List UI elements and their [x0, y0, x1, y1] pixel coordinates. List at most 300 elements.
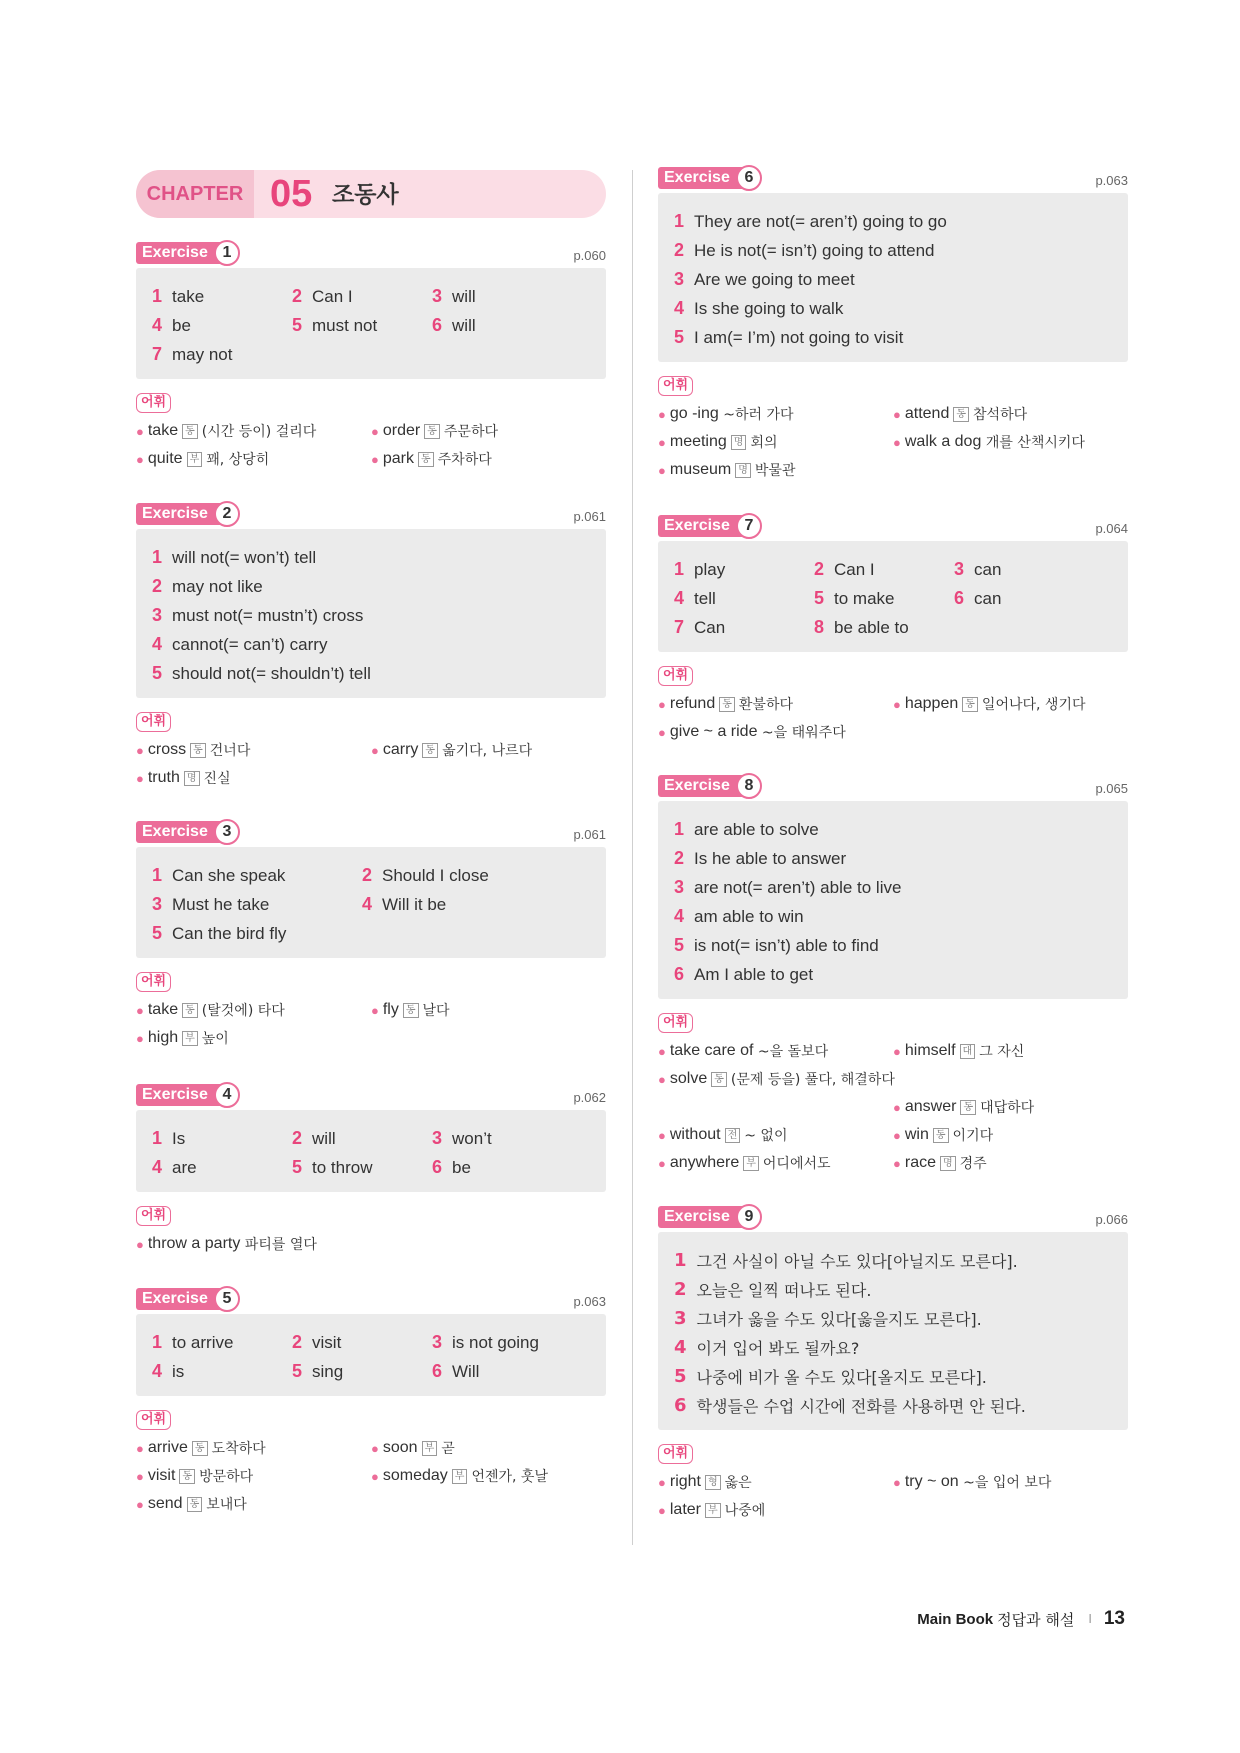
part-of-speech-badge: 동 — [179, 1469, 195, 1484]
bullet-dot-icon: ● — [893, 1155, 901, 1171]
bullet-dot-icon: ● — [136, 770, 144, 786]
vocabulary-list — [136, 736, 606, 792]
bullet-dot-icon: ● — [893, 1043, 901, 1059]
answer-text: are able to solve — [694, 819, 819, 839]
exercise-number-badge: 5 — [214, 1286, 240, 1312]
exercise-header — [658, 775, 1128, 801]
vocabulary-item — [371, 445, 606, 473]
exercise-header — [136, 821, 606, 847]
vocabulary-item — [893, 428, 1128, 456]
answer-number: 6 — [954, 588, 965, 608]
answer-item — [814, 617, 954, 638]
answer-number: 2 — [674, 848, 685, 868]
answer-number: 1 — [674, 819, 685, 839]
answer-text: Should I close — [382, 866, 489, 885]
exercise-6-block — [658, 167, 1128, 484]
bullet-dot-icon: ● — [371, 451, 379, 467]
exercise-tag: Exercise — [136, 503, 232, 525]
answer-item — [674, 1246, 1112, 1275]
vocabulary-word: quite — [147, 450, 183, 467]
exercise-5-block — [136, 1288, 606, 1518]
vocabulary-word: win — [904, 1126, 929, 1143]
answer-item — [674, 931, 1112, 960]
bullet-dot-icon: ● — [893, 434, 901, 450]
answer-row — [152, 1124, 590, 1153]
vocabulary-word: fly — [382, 1001, 399, 1018]
exercise-page-ref: p.061 — [573, 827, 606, 842]
answer-item — [674, 873, 1112, 902]
answer-item — [152, 286, 292, 307]
vocabulary-word: museum — [669, 461, 732, 478]
part-of-speech-badge: 동 — [960, 1100, 976, 1115]
part-of-speech-badge: 동 — [719, 697, 735, 712]
vocabulary-list — [136, 417, 606, 473]
vocabulary-meaning: 대답하다 — [980, 1100, 1035, 1116]
answer-text: They are not(= aren’t) going to go — [694, 211, 947, 231]
answer-item — [674, 902, 1112, 931]
answer-text: Can I — [834, 560, 875, 579]
answer-text: Am I able to get — [694, 964, 814, 984]
answer-text: can — [974, 560, 1002, 579]
answer-item — [152, 923, 362, 944]
vocabulary-meaning: ~을 돌보다 — [757, 1044, 829, 1060]
answer-list — [674, 207, 1112, 352]
vocabulary-meaning: ~을 태워주다 — [761, 725, 846, 741]
answer-item — [674, 588, 814, 609]
bullet-dot-icon: ● — [658, 406, 666, 422]
vocabulary-meaning: 높이 — [201, 1031, 229, 1047]
answer-number: 1 — [152, 1128, 163, 1148]
bullet-dot-icon: ● — [136, 1236, 144, 1252]
answer-number: 3 — [432, 1332, 443, 1352]
vocabulary-item — [136, 1490, 371, 1518]
answer-number: 4 — [152, 1361, 163, 1381]
answer-item — [292, 1361, 432, 1382]
bullet-dot-icon: ● — [658, 434, 666, 450]
column-divider — [632, 170, 633, 1545]
part-of-speech-badge: 명 — [184, 771, 200, 786]
exercise-4-block — [136, 1084, 606, 1258]
answer-number: 1 — [152, 1332, 163, 1352]
answer-number: 4 — [152, 1157, 163, 1177]
answer-text: are not(= aren’t) able to live — [694, 877, 902, 897]
answer-text: Can she speak — [172, 866, 286, 885]
vocabulary-item — [658, 1037, 893, 1065]
vocabulary-word: try ~ on — [904, 1473, 959, 1490]
vocabulary-meaning: 보내다 — [206, 1497, 247, 1513]
answer-text: should not(= shouldn’t) tell — [172, 663, 371, 683]
answer-number: 4 — [674, 298, 685, 318]
vocabulary-meaning: (탈것에) 타다 — [201, 1003, 285, 1019]
answer-box — [136, 529, 606, 698]
answer-item — [674, 207, 1112, 236]
bullet-dot-icon: ● — [136, 1468, 144, 1484]
vocabulary-meaning: 곧 — [441, 1441, 455, 1457]
part-of-speech-badge: 동 — [424, 424, 440, 439]
answer-item — [674, 323, 1112, 352]
answer-text: He is not(= isn’t) going to attend — [694, 240, 935, 260]
vocabulary-word: meeting — [669, 433, 727, 450]
answer-row — [674, 584, 1112, 613]
answer-text: 그건 사실이 아닐 수도 있다[아닐지도 모른다]. — [696, 1252, 1018, 1271]
answer-text: 그녀가 옳을 수도 있다[옳을지도 모른다]. — [696, 1310, 982, 1329]
answer-text: visit — [312, 1333, 342, 1352]
vocabulary-meaning: 일어나다, 생기다 — [981, 697, 1086, 713]
part-of-speech-badge: 명 — [735, 463, 751, 478]
exercise-1-block — [136, 242, 606, 473]
answer-item — [674, 559, 814, 580]
answer-number: 2 — [674, 240, 685, 260]
answer-item — [152, 572, 590, 601]
vocabulary-word: solve — [669, 1070, 708, 1087]
answer-item — [432, 1157, 572, 1178]
answer-item — [432, 1128, 572, 1149]
exercise-header — [136, 503, 606, 529]
chapter-banner — [136, 170, 606, 218]
vocabulary-meaning: (시간 등이) 걸리다 — [201, 424, 317, 440]
bullet-dot-icon: ● — [136, 423, 144, 439]
part-of-speech-badge: 동 — [192, 1441, 208, 1456]
vocabulary-item — [893, 690, 1128, 718]
answer-item — [152, 1128, 292, 1149]
answer-box — [136, 268, 606, 379]
answer-number: 6 — [674, 964, 685, 984]
answer-number: 1 — [152, 865, 163, 885]
answer-item — [292, 1128, 432, 1149]
vocabulary-word: truth — [147, 769, 180, 786]
answer-number: 5 — [292, 1361, 303, 1381]
vocabulary-meaning: 언젠가, 훗날 — [471, 1469, 548, 1485]
answer-row — [152, 1357, 590, 1386]
part-of-speech-badge: 동 — [187, 1497, 203, 1512]
vocabulary-word: answer — [904, 1098, 957, 1115]
part-of-speech-badge: 동 — [933, 1128, 949, 1143]
answer-text: 오늘은 일찍 떠나도 된다. — [696, 1281, 872, 1300]
answer-text: play — [694, 560, 726, 579]
bullet-dot-icon: ● — [893, 406, 901, 422]
vocabulary-label: 어휘 — [136, 1410, 171, 1430]
part-of-speech-badge: 명 — [940, 1156, 956, 1171]
part-of-speech-badge: 전 — [725, 1128, 741, 1143]
answer-item — [954, 588, 1094, 609]
answer-text: Will — [452, 1362, 480, 1381]
bullet-dot-icon: ● — [658, 1502, 666, 1518]
answer-number: 1 — [674, 1250, 687, 1271]
vocabulary-item — [893, 1121, 1128, 1149]
vocabulary-item — [658, 1149, 893, 1177]
bullet-dot-icon: ● — [893, 1474, 901, 1490]
part-of-speech-badge: 동 — [962, 697, 978, 712]
vocabulary-list — [658, 690, 1128, 746]
exercise-tag: Exercise — [658, 1206, 754, 1228]
vocabulary-label: 어휘 — [658, 666, 693, 686]
answer-number: 7 — [152, 344, 163, 364]
answer-text: 학생들은 수업 시간에 전화를 사용하면 안 된다. — [696, 1397, 1026, 1416]
vocabulary-word: someday — [382, 1467, 448, 1484]
footer-separator: I — [1088, 1612, 1092, 1626]
bullet-dot-icon: ● — [136, 451, 144, 467]
answer-text: 나중에 비가 올 수도 있다[올지도 모른다]. — [696, 1368, 987, 1387]
part-of-speech-badge: 부 — [452, 1469, 468, 1484]
answer-item — [152, 601, 590, 630]
bullet-dot-icon: ● — [136, 1496, 144, 1512]
answer-number: 2 — [674, 1279, 687, 1300]
answer-number: 3 — [432, 286, 443, 306]
vocabulary-label: 어휘 — [658, 1444, 693, 1464]
answer-text: Are we going to meet — [694, 269, 855, 289]
answer-row — [152, 919, 590, 948]
answer-item — [814, 559, 954, 580]
answer-item — [674, 1304, 1112, 1333]
exercise-tag: Exercise — [136, 821, 232, 843]
vocabulary-meaning: (문제 등을) 풀다, 해결하다 — [730, 1072, 895, 1088]
exercise-header — [658, 515, 1128, 541]
answer-item — [432, 286, 572, 307]
answer-text: I am(= I’m) not going to visit — [694, 327, 904, 347]
vocabulary-item — [893, 1149, 1128, 1177]
answer-item — [432, 315, 572, 336]
answer-box — [136, 847, 606, 958]
answer-item — [674, 265, 1112, 294]
answer-number: 4 — [674, 588, 685, 608]
answer-text: must not(= mustn’t) cross — [172, 605, 364, 625]
answer-text: won’t — [452, 1129, 492, 1148]
answer-text: Is she going to walk — [694, 298, 844, 318]
answer-row — [152, 890, 590, 919]
vocabulary-meaning: 개를 산책시키다 — [985, 435, 1085, 451]
exercise-7-block — [658, 515, 1128, 746]
vocabulary-list — [658, 1037, 1128, 1177]
vocabulary-meaning: 경주 — [959, 1156, 987, 1172]
answer-number: 5 — [814, 588, 825, 608]
part-of-speech-badge: 동 — [422, 743, 438, 758]
answer-number: 3 — [152, 894, 163, 914]
answer-box — [658, 193, 1128, 362]
answer-number: 6 — [432, 315, 443, 335]
answer-item — [152, 630, 590, 659]
vocabulary-word: walk a dog — [904, 433, 982, 450]
vocabulary-item — [136, 1434, 371, 1462]
exercise-page-ref: p.066 — [1095, 1212, 1128, 1227]
answer-text: take — [172, 287, 205, 306]
answer-text: to throw — [312, 1158, 373, 1177]
answer-item — [814, 588, 954, 609]
answer-item — [152, 344, 292, 365]
answer-item — [292, 315, 432, 336]
vocabulary-item — [658, 718, 893, 746]
exercise-number-badge: 4 — [214, 1082, 240, 1108]
vocabulary-item — [136, 1230, 371, 1258]
answer-box — [658, 801, 1128, 999]
answer-text: to make — [834, 589, 895, 608]
answer-list — [674, 815, 1112, 989]
answer-row — [152, 340, 590, 369]
exercise-number-badge: 6 — [736, 165, 762, 191]
answer-item — [674, 815, 1112, 844]
vocabulary-meaning: 환불하다 — [738, 697, 794, 713]
answer-text: is not going — [452, 1333, 539, 1352]
vocabulary-list — [136, 1230, 606, 1258]
answer-item — [432, 1361, 572, 1382]
exercise-tag: Exercise — [136, 242, 232, 264]
answer-text: must not — [312, 316, 378, 335]
bullet-dot-icon: ● — [658, 1043, 666, 1059]
exercise-number-badge: 9 — [736, 1204, 762, 1230]
vocabulary-label: 어휘 — [658, 376, 693, 396]
bullet-dot-icon: ● — [658, 1155, 666, 1171]
answer-number: 2 — [814, 559, 825, 579]
answer-number: 3 — [954, 559, 965, 579]
answer-text: am able to win — [694, 906, 804, 926]
exercise-tag: Exercise — [658, 775, 754, 797]
vocabulary-item — [893, 1468, 1128, 1496]
bullet-dot-icon: ● — [893, 696, 901, 712]
answer-number: 5 — [292, 315, 303, 335]
vocabulary-meaning: 주차하다 — [437, 452, 492, 468]
answer-text: Is — [172, 1129, 186, 1148]
part-of-speech-badge: 동 — [403, 1003, 419, 1018]
vocabulary-meaning: 파티를 열다 — [244, 1237, 317, 1253]
part-of-speech-badge: 부 — [743, 1156, 759, 1171]
vocabulary-meaning: 어디에서도 — [762, 1156, 831, 1172]
answer-item — [292, 1157, 432, 1178]
answer-number: 1 — [152, 547, 163, 567]
answer-box — [136, 1314, 606, 1396]
answer-number: 3 — [674, 1308, 687, 1329]
vocabulary-label: 어휘 — [136, 393, 171, 413]
vocabulary-item — [136, 445, 371, 473]
vocabulary-meaning: 옮기다, 나르다 — [442, 743, 533, 759]
answer-text: Can the bird fly — [172, 924, 287, 943]
answer-item — [674, 1275, 1112, 1304]
answer-item — [152, 659, 590, 688]
answer-item — [674, 294, 1112, 323]
answer-number: 5 — [674, 935, 685, 955]
answer-row — [152, 1153, 590, 1182]
part-of-speech-badge: 부 — [422, 1441, 438, 1456]
answer-item — [152, 1332, 292, 1353]
answer-item — [674, 960, 1112, 989]
vocabulary-word: anywhere — [669, 1154, 740, 1171]
answer-text: 이거 입어 봐도 될까요? — [696, 1339, 860, 1358]
exercise-page-ref: p.060 — [573, 248, 606, 263]
vocabulary-item — [136, 417, 371, 445]
exercise-header — [136, 242, 606, 268]
bullet-dot-icon: ● — [893, 1127, 901, 1143]
part-of-speech-badge: 동 — [711, 1072, 727, 1087]
vocabulary-meaning: 도착하다 — [211, 1441, 266, 1457]
answer-text: will not(= won’t) tell — [172, 547, 317, 567]
part-of-speech-badge: 명 — [731, 435, 747, 450]
vocabulary-word: attend — [904, 405, 950, 422]
exercise-2-block — [136, 503, 606, 792]
vocabulary-item — [371, 1462, 606, 1490]
bullet-dot-icon: ● — [371, 1440, 379, 1456]
exercise-page-ref: p.061 — [573, 509, 606, 524]
chapter-label: CHAPTER — [136, 170, 254, 218]
part-of-speech-badge: 동 — [190, 743, 206, 758]
vocabulary-meaning: ~ 없이 — [744, 1128, 788, 1144]
vocabulary-meaning: 박물관 — [754, 463, 796, 479]
vocabulary-meaning: 참석하다 — [973, 407, 1028, 423]
vocabulary-label: 어휘 — [136, 712, 171, 732]
vocabulary-item — [893, 1037, 1128, 1065]
part-of-speech-badge: 동 — [182, 424, 198, 439]
answer-number: 2 — [152, 576, 163, 596]
vocabulary-meaning: 주문하다 — [443, 424, 498, 440]
answer-row — [674, 555, 1112, 584]
answer-text: be — [452, 1158, 471, 1177]
answer-number: 3 — [674, 269, 685, 289]
exercise-header — [658, 167, 1128, 193]
answer-item — [674, 1333, 1112, 1362]
answer-item — [432, 1332, 572, 1353]
vocabulary-meaning: 날다 — [422, 1003, 450, 1019]
vocabulary-item — [658, 1065, 1128, 1093]
vocabulary-meaning: 꽤, 상당히 — [206, 452, 270, 468]
vocabulary-word: soon — [382, 1439, 418, 1456]
answer-row — [152, 861, 590, 890]
vocabulary-word: without — [669, 1126, 721, 1143]
vocabulary-word: arrive — [147, 1439, 188, 1456]
vocabulary-list — [136, 1434, 606, 1518]
vocabulary-word: take — [147, 1001, 179, 1018]
vocabulary-meaning: 나중에 — [724, 1503, 766, 1519]
answer-list — [674, 1246, 1112, 1420]
bullet-dot-icon: ● — [658, 1127, 666, 1143]
bullet-dot-icon: ● — [371, 1002, 379, 1018]
bullet-dot-icon: ● — [658, 1474, 666, 1490]
answer-number: 6 — [674, 1395, 687, 1416]
answer-box — [658, 541, 1128, 652]
answer-text: tell — [694, 589, 716, 608]
vocabulary-label: 어휘 — [136, 972, 171, 992]
answer-text: Can — [694, 618, 726, 637]
part-of-speech-badge: 동 — [182, 1003, 198, 1018]
vocabulary-meaning: ~을 입어 보다 — [963, 1475, 1052, 1491]
bullet-dot-icon: ● — [136, 1002, 144, 1018]
answer-text: sing — [312, 1362, 344, 1381]
vocabulary-word: visit — [147, 1467, 176, 1484]
exercise-number-badge: 8 — [736, 773, 762, 799]
bullet-dot-icon: ● — [371, 1468, 379, 1484]
vocabulary-word: happen — [904, 695, 959, 712]
vocabulary-item — [658, 690, 893, 718]
answer-item — [152, 1361, 292, 1382]
answer-text: may not — [172, 345, 233, 364]
vocabulary-label: 어휘 — [136, 1206, 171, 1226]
answer-text: Is he able to answer — [694, 848, 847, 868]
exercise-9-block — [658, 1206, 1128, 1524]
exercise-number-badge: 3 — [214, 819, 240, 845]
footer-subtitle: 정답과 해설 — [997, 1610, 1075, 1629]
vocabulary-item — [136, 996, 371, 1024]
answer-number: 7 — [674, 617, 685, 637]
answer-number: 5 — [674, 1366, 687, 1387]
vocabulary-meaning: 진실 — [203, 771, 231, 787]
answer-text: will — [452, 316, 476, 335]
vocabulary-word: order — [382, 422, 421, 439]
answer-item — [152, 894, 362, 915]
vocabulary-word: later — [669, 1501, 701, 1518]
answer-text: to arrive — [172, 1333, 234, 1352]
part-of-speech-badge: 대 — [960, 1044, 976, 1059]
exercise-page-ref: p.064 — [1095, 521, 1128, 536]
answer-text: are — [172, 1158, 197, 1177]
vocabulary-item — [136, 1462, 371, 1490]
answer-row — [152, 1328, 590, 1357]
vocabulary-item — [658, 1496, 893, 1524]
